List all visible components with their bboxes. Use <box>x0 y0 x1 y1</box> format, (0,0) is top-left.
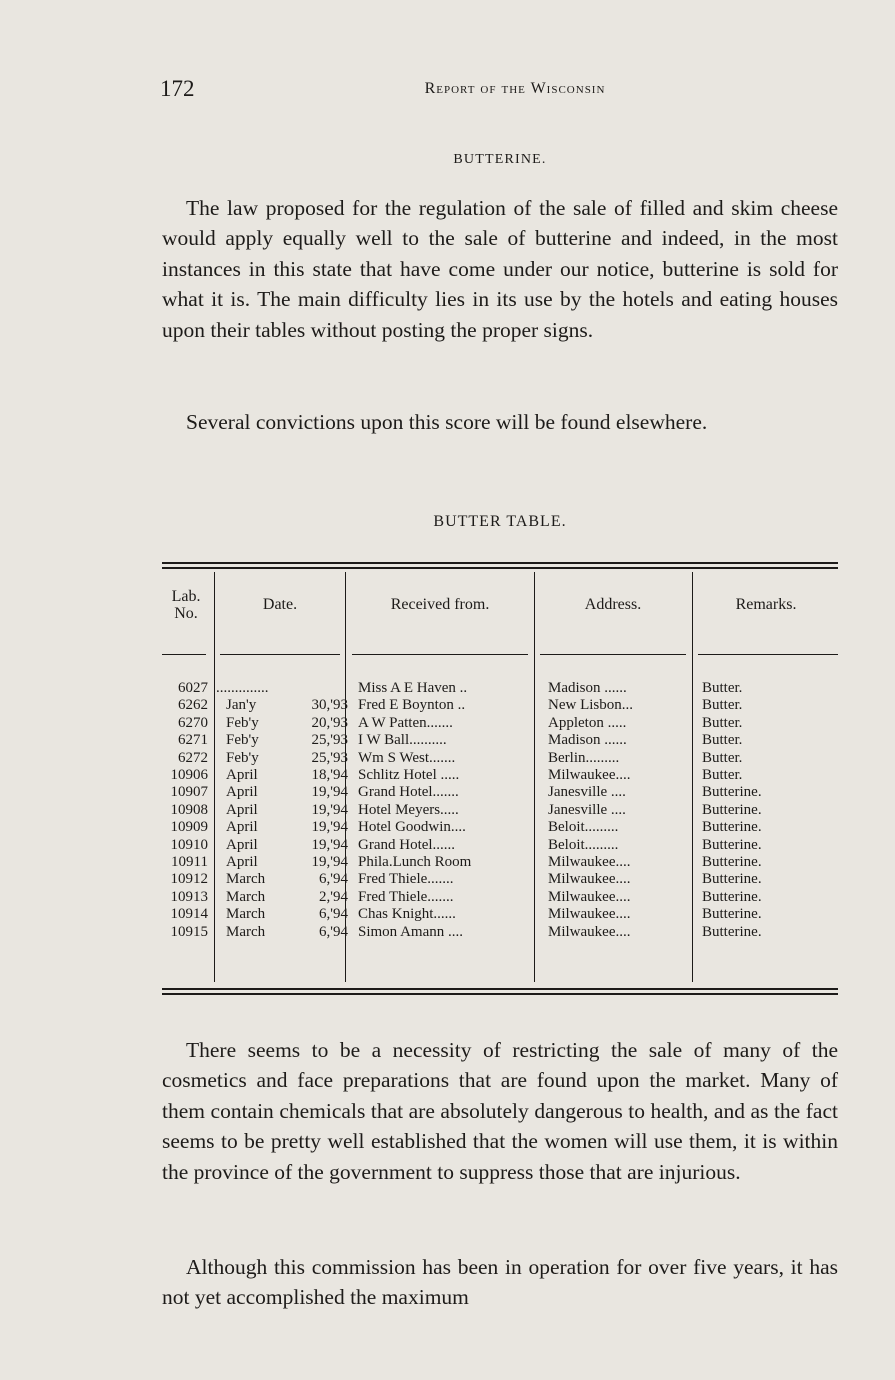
address-cell: Milwaukee.... <box>548 854 631 870</box>
lab-no-cell: 6271 <box>178 732 208 749</box>
address-cell: Madison ...... <box>548 680 627 696</box>
paragraph-butterine-law: The law proposed for the regulation of the sale of filled and skim cheese would apply equally well to the sale of butterine and indeed, in the most instances in this state that have come under our notice, butterine is sold for what it is. The main difficulty lies in its use by the hotels and eating houses upon their tables without posting the proper signs. <box>162 196 838 342</box>
received-from-cell: I W Ball.......... <box>358 732 447 749</box>
table-bottom-rule <box>162 988 838 990</box>
table-bottom-rule-2 <box>162 993 838 995</box>
lab-no-cell: 6027 <box>178 680 208 696</box>
lab-no-cell: 10913 <box>170 888 208 905</box>
received-from-cell: Phila.Lunch Room <box>358 854 472 870</box>
received-from-cell: A W Patten....... <box>358 714 453 731</box>
lab-no-cell: 10906 <box>170 767 208 783</box>
address-cell: Madison ...... <box>548 732 627 749</box>
date-month-cell: April <box>226 801 258 818</box>
table-row <box>162 802 838 819</box>
date-day-cell: 25,'93 <box>311 749 348 766</box>
date-month-cell: April <box>226 784 258 801</box>
remarks-cell: Butter. <box>702 680 743 696</box>
section-title: BUTTERINE. <box>453 152 547 167</box>
paragraph-commission: Although this commission has been in operation for over five years, it has not yet accomplished the maximum <box>162 1255 838 1310</box>
table-top-rule <box>162 562 838 564</box>
header-underline <box>698 654 838 655</box>
date-month-cell: April <box>226 854 258 870</box>
received-from-cell: Fred Thiele....... <box>358 871 454 888</box>
remarks-cell: Butter. <box>702 732 743 749</box>
remarks-cell: Butterine. <box>702 801 762 818</box>
date-day-cell: 25,'93 <box>311 732 348 749</box>
paragraph-convictions: Several convictions upon this score will be found elsewhere. <box>186 410 708 434</box>
received-from-cell: Fred Thiele....... <box>358 888 454 905</box>
table-row <box>162 924 838 941</box>
table-row <box>162 715 838 732</box>
date-day-cell: 18,'94 <box>311 767 348 783</box>
lab-no-cell: 10911 <box>171 854 208 870</box>
table-row <box>162 784 838 801</box>
address-cell: Berlin......... <box>548 749 620 766</box>
address-cell: Appleton ..... <box>548 714 627 731</box>
address-cell: Milwaukee.... <box>548 767 631 783</box>
remarks-cell: Butter. <box>702 697 743 714</box>
address-cell: Janesville .... <box>548 784 626 801</box>
header-date: Date. <box>262 596 298 613</box>
date-month-cell: Jan'y <box>226 697 257 714</box>
date-day-cell: 19,'94 <box>311 836 348 853</box>
date-day-cell: 6,'94 <box>319 871 348 888</box>
received-from-cell: Hotel Meyers..... <box>358 801 459 818</box>
received-from-cell: Miss A E Haven .. <box>358 680 468 696</box>
date-dots-cell: .............. <box>216 680 269 696</box>
address-cell: Beloit......... <box>548 819 619 836</box>
date-day-cell: 19,'94 <box>311 854 348 870</box>
header-remarks: Remarks. <box>735 596 797 613</box>
date-month-cell: March <box>226 888 266 905</box>
date-day-cell: 20,'93 <box>311 714 348 731</box>
remarks-cell: Butter. <box>702 749 743 766</box>
lab-no-cell: 10909 <box>170 819 208 836</box>
lab-no-cell: 10915 <box>170 923 208 940</box>
remarks-cell: Butterine. <box>702 888 762 905</box>
date-month-cell: April <box>226 819 258 836</box>
remarks-cell: Butterine. <box>702 871 762 888</box>
date-month-cell: April <box>226 836 258 853</box>
header-underline <box>352 654 528 655</box>
date-day-cell: 6,'94 <box>319 906 348 923</box>
date-day-cell: 2,'94 <box>319 888 348 905</box>
table-row <box>162 750 838 767</box>
table-row <box>162 854 838 871</box>
date-day-cell: 19,'94 <box>311 784 348 801</box>
received-from-cell: Grand Hotel...... <box>358 836 456 853</box>
date-month-cell: March <box>226 923 266 940</box>
remarks-cell: Butter. <box>702 767 743 783</box>
header-received-from: Received from. <box>390 596 490 613</box>
table-title: BUTTER TABLE. <box>433 513 567 530</box>
lab-no-cell: 6270 <box>178 714 208 731</box>
table-row <box>162 819 838 836</box>
address-cell: New Lisbon... <box>548 697 633 714</box>
address-cell: Milwaukee.... <box>548 888 631 905</box>
remarks-cell: Butter. <box>702 714 743 731</box>
remarks-cell: Butterine. <box>702 784 762 801</box>
date-month-cell: Feb'y <box>226 732 259 749</box>
table-row <box>162 889 838 906</box>
table-row <box>162 906 838 923</box>
header-underline <box>540 654 686 655</box>
received-from-cell: Chas Knight...... <box>358 906 456 923</box>
lab-no-cell: 10907 <box>170 784 208 801</box>
date-day-cell: 30,'93 <box>311 697 348 714</box>
lab-no-cell: 10912 <box>170 871 208 888</box>
address-cell: Beloit......... <box>548 836 619 853</box>
paragraph-cosmetics: There seems to be a necessity of restricting the sale of many of the cosmetics and face preparations that are found upon the market. Many of them contain chemicals that are absolutely dangerous to health, and as the fact seems to be pretty well established that the women will use them, it is within the province of the government to suppress those that are injurious. <box>162 1038 838 1184</box>
date-month-cell: March <box>226 906 266 923</box>
date-month-cell: Feb'y <box>226 714 259 731</box>
date-month-cell: March <box>226 871 266 888</box>
header-lab-no: Lab. No. <box>171 588 201 622</box>
header-address: Address. <box>584 596 642 613</box>
lab-no-cell: 10908 <box>170 801 208 818</box>
remarks-cell: Butterine. <box>702 906 762 923</box>
remarks-cell: Butterine. <box>702 836 762 853</box>
date-day-cell: 19,'94 <box>311 819 348 836</box>
address-cell: Milwaukee.... <box>548 923 631 940</box>
received-from-cell: Grand Hotel....... <box>358 784 459 801</box>
received-from-cell: Hotel Goodwin.... <box>358 819 466 836</box>
lab-no-cell: 6272 <box>178 749 208 766</box>
table-row <box>162 697 838 714</box>
remarks-cell: Butterine. <box>702 923 762 940</box>
received-from-cell: Fred E Boynton .. <box>358 697 466 714</box>
address-cell: Milwaukee.... <box>548 906 631 923</box>
remarks-cell: Butterine. <box>702 854 762 870</box>
table-row <box>162 732 838 749</box>
running-head: Report of the Wisconsin <box>424 80 606 97</box>
table-row <box>162 767 838 784</box>
address-cell: Janesville .... <box>548 801 626 818</box>
date-day-cell: 6,'94 <box>319 923 348 940</box>
header-underline <box>220 654 340 655</box>
table-top-rule-2 <box>162 567 838 569</box>
page-number: 172 <box>160 76 195 101</box>
lab-no-cell: 6262 <box>178 697 208 714</box>
header-underline <box>162 654 206 655</box>
table-row <box>162 680 838 697</box>
date-month-cell: Feb'y <box>226 749 259 766</box>
lab-no-cell: 10914 <box>170 906 208 923</box>
address-cell: Milwaukee.... <box>548 871 631 888</box>
butter-table <box>162 560 838 1000</box>
received-from-cell: Simon Amann .... <box>358 923 464 940</box>
received-from-cell: Wm S West....... <box>358 749 456 766</box>
table-row <box>162 837 838 854</box>
received-from-cell: Schlitz Hotel ..... <box>358 767 460 783</box>
table-row <box>162 871 838 888</box>
remarks-cell: Butterine. <box>702 819 762 836</box>
date-day-cell: 19,'94 <box>311 801 348 818</box>
lab-no-cell: 10910 <box>170 836 208 853</box>
date-month-cell: April <box>226 767 258 783</box>
